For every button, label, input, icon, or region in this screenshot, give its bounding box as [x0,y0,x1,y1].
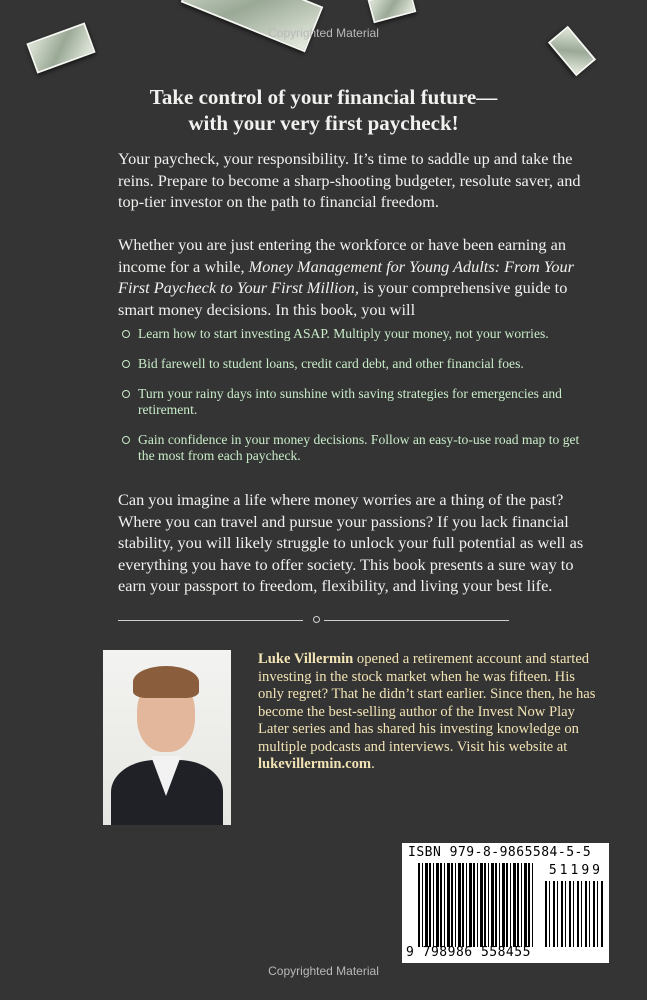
watermark-top: Copyrighted Material [268,26,379,40]
money-bill-image [368,0,417,23]
intro-paragraph: Your paycheck, your responsibility. It’s time to saddle up and take the reins. Prepare to become a sharp-shooting budgeter, resolute saver, and top-tier investor on the path to financial freedom. [118,149,581,211]
bio-text: opened a retirement account and started investing in the stock market when he was fifteen. His only regret? That he didn’t start earlier. Since then, he has become the best-selling author of the Invest Now Play Later series and has shared his investing knowledge on multiple podcasts and interviews. Visit his website at [258,651,596,755]
divider-circle-icon [313,616,320,623]
watermark-bottom: Copyrighted Material [268,964,379,978]
text: Whether you are just entering the workforce or have been earning an income for a while, [118,235,566,276]
list-item [120,326,590,342]
headline-line: with your very first paycheck! [188,111,459,135]
description-paragraph [118,234,593,320]
author-website: lukevillermin.com [258,756,372,772]
price-code: 51199 [548,863,603,878]
author-bio [258,651,603,774]
bullet-text: Bid farewell to student loans, credit card debt, and other financial foes. [138,356,524,371]
divider-line [118,620,303,621]
text: is your comprehensive guide to smart money decisions. In this book, you will [118,278,568,319]
list-item [120,356,590,372]
author-photo [103,650,231,825]
bullet-text: Turn your rainy days into sunshine with saving strategies for emergencies and retirement. [138,386,562,417]
bullet-circle-icon [122,436,130,444]
bullet-text: Gain confidence in your money decisions. Follow an easy-to-use road map to get the most from each paycheck. [138,432,580,463]
barcode-bars [418,863,534,947]
book-title: Money Management for Young Adults: From Your First Paycheck to Your First Million, [118,256,574,297]
bullet-circle-icon [122,360,130,368]
ornamental-divider [118,620,518,621]
hair-shape [133,666,199,698]
headline [0,84,647,136]
barcode-number: 9 798986 558455 [406,945,531,960]
list-item [120,386,590,418]
price-barcode-bars [545,881,603,947]
isbn-label: ISBN 979-8-9865584-5-5 [408,845,592,860]
bullet-circle-icon [122,330,130,338]
benefit-list [120,326,590,478]
isbn-barcode [402,843,609,963]
divider-line [324,620,509,621]
bullet-circle-icon [122,390,130,398]
bio-text: . [371,756,375,772]
bullet-text: Learn how to start investing ASAP. Multiply your money, not your worries. [138,326,549,341]
author-name: Luke Villermin [258,651,354,667]
closing-paragraph: Can you imagine a life where money worries are a thing of the past? Where you can travel and pursue your passions? If you lack financial stability, you will likely struggle to unlock your full potential as well as everything you have to offer society. This book presents a sure way to earn your passport to freedom, flexibility, and living your best life. [118,490,584,595]
list-item [120,432,590,464]
headline-line: Take control of your financial future— [149,85,498,109]
